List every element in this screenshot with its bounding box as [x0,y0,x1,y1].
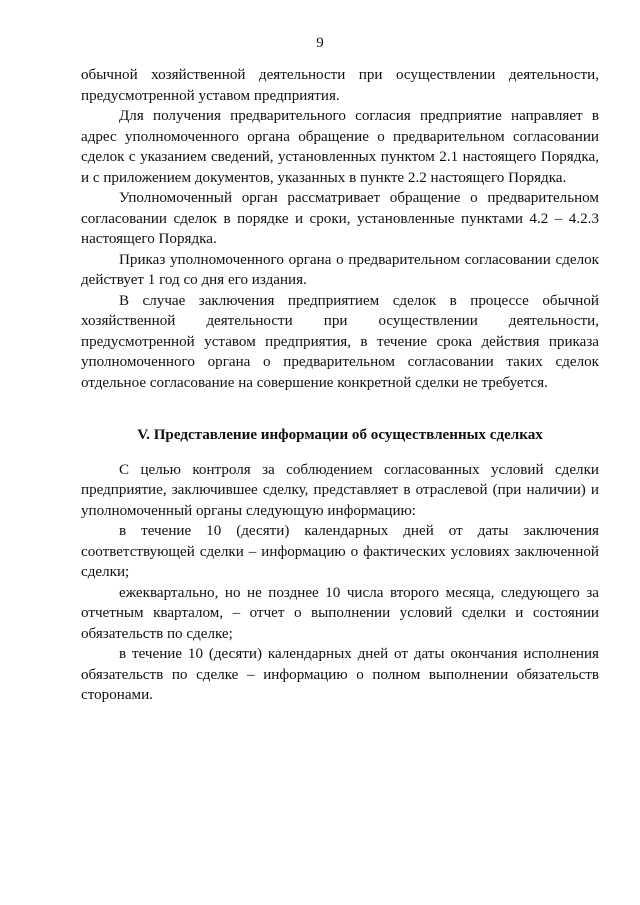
paragraph: Приказ уполномоченного органа о предварительном согласовании сделок действует 1 год со дня его издания. [81,251,599,288]
document-body [81,65,599,706]
paragraph: Уполномоченный орган рассматривает обращение о предварительном согласовании сделок в порядке и сроки, установленные пунктами 4.2 – 4.2.3 настоящего Порядка. [81,190,599,247]
paragraph: С целью контроля за соблюдением согласованных условий сделки предприятие, заключившее сделку, представляет в отраслевой (при наличии) и уполномоченный органы следующую информацию: [81,461,599,519]
paragraph: в течение 10 (десяти) календарных дней от даты окончания исполнения обязательств по сделке – информацию о полном выполнении обязательств сторонами. [81,646,599,703]
paragraph: ежеквартально, но не позднее 10 числа второго месяца, следующего за отчетным кварталом, – отчет о выполнении условий сделки и состоянии обязательств по сделке; [81,584,599,642]
section-heading: V. Представление информации об осуществленных сделках [137,427,543,443]
paragraph: В случае заключения предприятием сделок в процессе обычной хозяйственной деятельности при осуществлении деятельности, предусмотренной уставом предприятия, в течение срока действия приказа уполномоченного органа о предварительном согласовании таких сделок отдельное согласование на совершение конкретной сделки не требуется. [81,292,599,391]
paragraph: Для получения предварительного согласия предприятие направляет в адрес уполномоченного органа обращение о предварительном согласовании сделок с указанием сведений, установленных пунктом 2.1 настоящего Порядка, и с приложением документов, указанных в пункте 2.2 настоящего Порядка. [81,108,599,186]
paragraph: обычной хозяйственной деятельности при осуществлении деятельности, предусмотренной уставом предприятия. [81,67,599,104]
paragraph: в течение 10 (десяти) календарных дней от даты заключения соответствующей сделки – информацию о фактических условиях заключенной сделки; [81,523,599,580]
page-number: 9 [316,35,324,51]
